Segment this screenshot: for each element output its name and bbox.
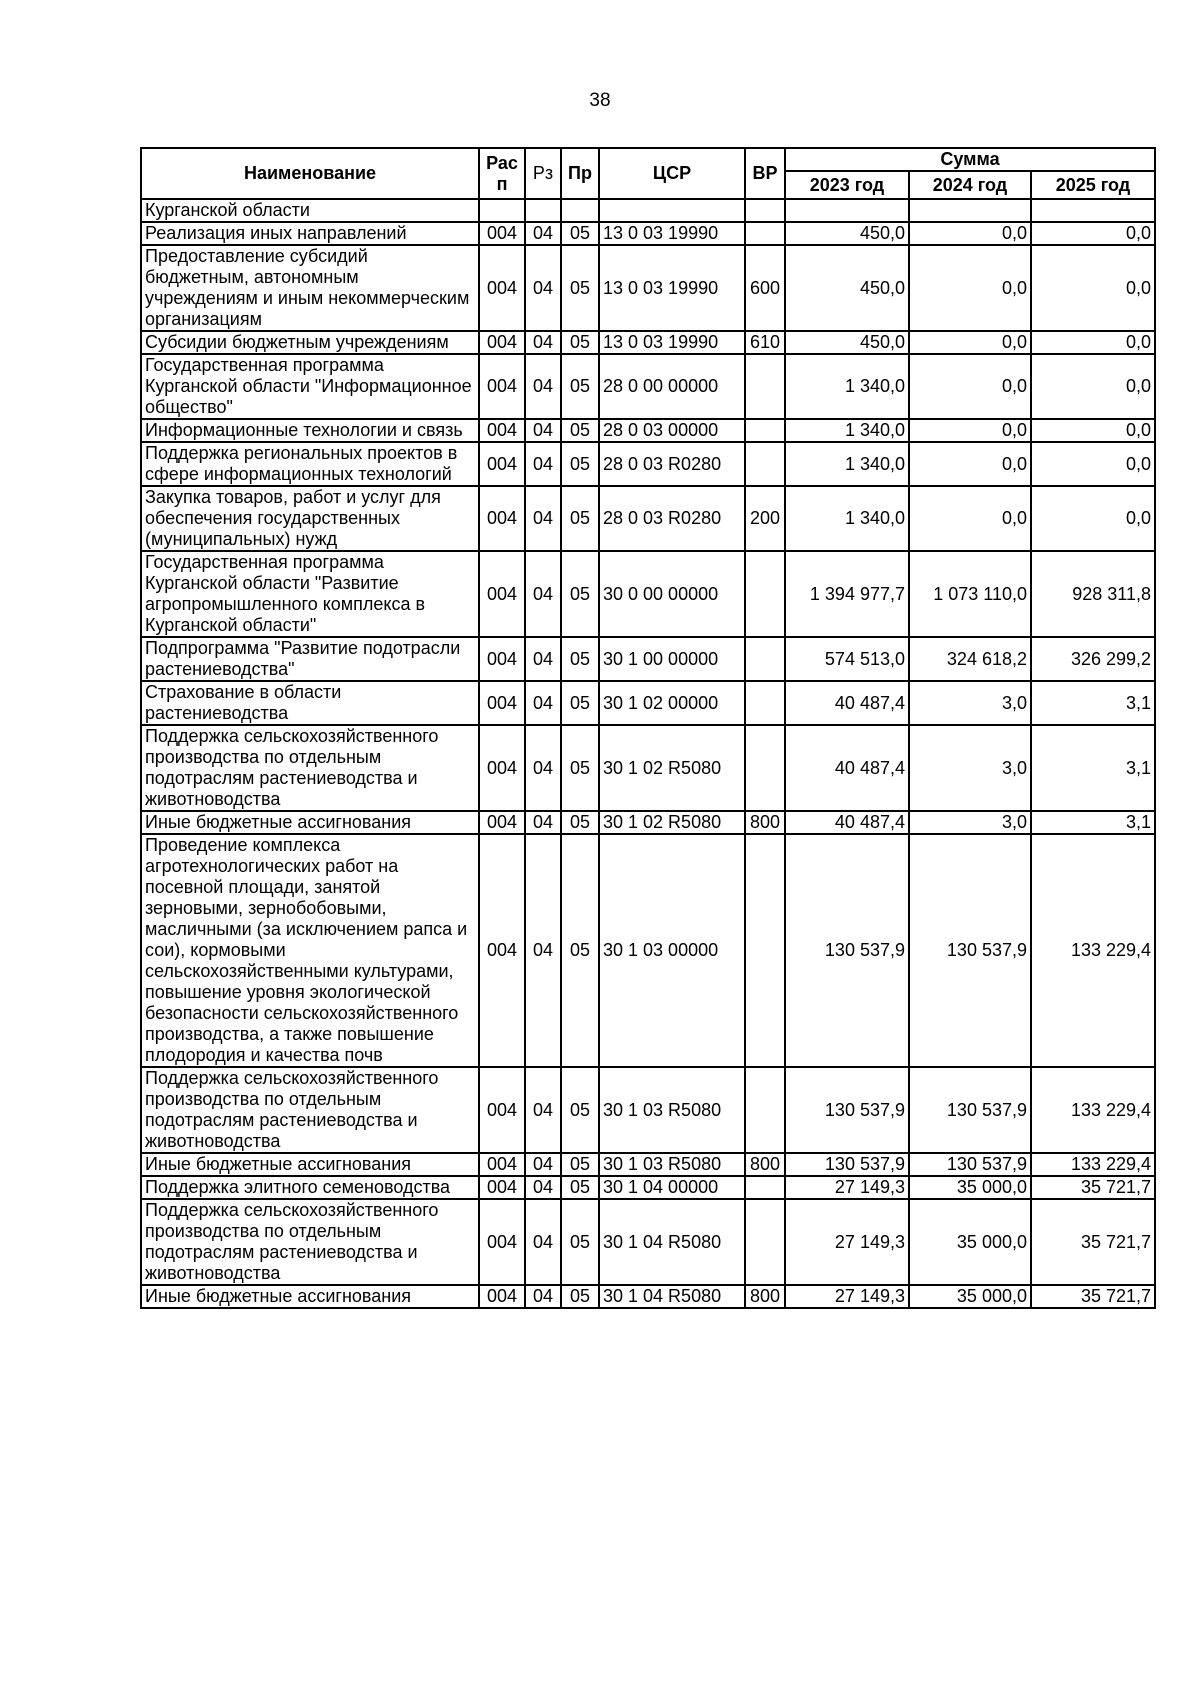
cell-vr — [745, 354, 785, 419]
cell-vr: 610 — [745, 331, 785, 354]
table-row — [141, 1285, 1155, 1308]
cell-csr: 30 1 04 R5080 — [599, 1199, 745, 1285]
cell-rasp: 004 — [479, 551, 525, 637]
header-vr: ВР — [745, 148, 785, 199]
cell-rasp: 004 — [479, 245, 525, 331]
cell-vr — [745, 442, 785, 486]
cell-2023: 450,0 — [785, 331, 909, 354]
cell-rz: 04 — [525, 1199, 561, 1285]
table-row — [141, 1067, 1155, 1153]
cell-2024 — [909, 199, 1031, 222]
cell-2024: 0,0 — [909, 442, 1031, 486]
table-row — [141, 486, 1155, 551]
cell-name: Государственная программа Курганской области "Развитие агропромышленного комплекса в Курганской области" — [141, 551, 479, 637]
cell-rasp: 004 — [479, 486, 525, 551]
cell-2023: 1 340,0 — [785, 354, 909, 419]
cell-2024: 35 000,0 — [909, 1199, 1031, 1285]
header-2025: 2025 год — [1031, 171, 1155, 199]
table-row — [141, 442, 1155, 486]
cell-rz: 04 — [525, 354, 561, 419]
cell-rz: 04 — [525, 442, 561, 486]
cell-2025: 133 229,4 — [1031, 834, 1155, 1067]
cell-rz — [525, 199, 561, 222]
cell-rz: 04 — [525, 1285, 561, 1308]
table-row — [141, 354, 1155, 419]
table-row — [141, 811, 1155, 834]
cell-csr: 13 0 03 19990 — [599, 222, 745, 245]
table-row — [141, 725, 1155, 811]
header-rz: Рз — [525, 148, 561, 199]
cell-name: Поддержка сельскохозяйственного производства по отдельным подотраслям растениеводства и животноводства — [141, 725, 479, 811]
header-pr: Пр — [561, 148, 599, 199]
table-row — [141, 1176, 1155, 1199]
page-number: 38 — [589, 90, 611, 111]
cell-2024: 0,0 — [909, 354, 1031, 419]
cell-name: Страхование в области растениеводства — [141, 681, 479, 725]
cell-name: Поддержка элитного семеноводства — [141, 1176, 479, 1199]
table-row — [141, 222, 1155, 245]
budget-table — [140, 147, 1156, 1309]
cell-csr: 28 0 03 00000 — [599, 419, 745, 442]
cell-2024: 130 537,9 — [909, 1153, 1031, 1176]
table-row — [141, 245, 1155, 331]
cell-rasp: 004 — [479, 811, 525, 834]
table-row — [141, 1153, 1155, 1176]
cell-csr: 30 1 00 00000 — [599, 637, 745, 681]
cell-rz: 04 — [525, 486, 561, 551]
table-row — [141, 551, 1155, 637]
cell-pr: 05 — [561, 725, 599, 811]
cell-2023: 40 487,4 — [785, 725, 909, 811]
cell-rasp: 004 — [479, 725, 525, 811]
cell-2025: 326 299,2 — [1031, 637, 1155, 681]
cell-vr — [745, 681, 785, 725]
table-header — [141, 148, 1155, 199]
cell-pr: 05 — [561, 486, 599, 551]
cell-pr: 05 — [561, 419, 599, 442]
cell-2025: 3,1 — [1031, 681, 1155, 725]
cell-2024: 35 000,0 — [909, 1176, 1031, 1199]
cell-pr: 05 — [561, 1153, 599, 1176]
cell-2025: 0,0 — [1031, 442, 1155, 486]
cell-rz: 04 — [525, 1176, 561, 1199]
cell-2025: 3,1 — [1031, 725, 1155, 811]
table-row — [141, 834, 1155, 1067]
cell-csr: 30 1 04 R5080 — [599, 1285, 745, 1308]
cell-name: Проведение комплекса агротехнологических работ на посевной площади, занятой зерновыми, зернобобовыми, масличными (за исключением рапса и сои), кормовыми сельскохозяйственными культурами, повышение уровня экологической безопасности сельскохозяйственного производства, а также повышение плодородия и качества почв — [141, 834, 479, 1067]
cell-2025: 3,1 — [1031, 811, 1155, 834]
cell-2025: 0,0 — [1031, 331, 1155, 354]
header-rasp: Рас п — [479, 148, 525, 199]
cell-rasp: 004 — [479, 331, 525, 354]
cell-csr: 28 0 03 R0280 — [599, 486, 745, 551]
cell-2023: 27 149,3 — [785, 1285, 909, 1308]
cell-rasp: 004 — [479, 1153, 525, 1176]
cell-name: Информационные технологии и связь — [141, 419, 479, 442]
cell-2024: 3,0 — [909, 725, 1031, 811]
cell-csr: 13 0 03 19990 — [599, 245, 745, 331]
cell-rasp: 004 — [479, 681, 525, 725]
cell-2023: 574 513,0 — [785, 637, 909, 681]
cell-2024: 1 073 110,0 — [909, 551, 1031, 637]
cell-2023: 40 487,4 — [785, 681, 909, 725]
cell-name: Субсидии бюджетным учреждениям — [141, 331, 479, 354]
cell-vr — [745, 419, 785, 442]
cell-2025: 0,0 — [1031, 419, 1155, 442]
cell-vr: 800 — [745, 1285, 785, 1308]
cell-csr: 30 1 02 R5080 — [599, 811, 745, 834]
cell-2024: 324 618,2 — [909, 637, 1031, 681]
cell-name: Закупка товаров, работ и услуг для обеспечения государственных (муниципальных) нужд — [141, 486, 479, 551]
cell-rz: 04 — [525, 245, 561, 331]
cell-name: Поддержка региональных проектов в сфере информационных технологий — [141, 442, 479, 486]
cell-2023: 40 487,4 — [785, 811, 909, 834]
cell-2024: 0,0 — [909, 419, 1031, 442]
cell-csr: 30 1 03 00000 — [599, 834, 745, 1067]
cell-pr: 05 — [561, 1176, 599, 1199]
cell-pr: 05 — [561, 811, 599, 834]
cell-name: Реализация иных направлений — [141, 222, 479, 245]
table-row — [141, 199, 1155, 222]
cell-rasp: 004 — [479, 354, 525, 419]
cell-rasp: 004 — [479, 637, 525, 681]
cell-vr: 600 — [745, 245, 785, 331]
cell-rz: 04 — [525, 551, 561, 637]
cell-2025: 0,0 — [1031, 354, 1155, 419]
table-row — [141, 419, 1155, 442]
cell-2023: 27 149,3 — [785, 1176, 909, 1199]
cell-2025: 35 721,7 — [1031, 1285, 1155, 1308]
table-body — [141, 199, 1155, 1308]
cell-2023: 130 537,9 — [785, 1067, 909, 1153]
cell-rasp: 004 — [479, 419, 525, 442]
cell-2025 — [1031, 199, 1155, 222]
cell-vr — [745, 199, 785, 222]
cell-rz: 04 — [525, 331, 561, 354]
cell-rz: 04 — [525, 811, 561, 834]
cell-vr — [745, 1199, 785, 1285]
cell-name: Иные бюджетные ассигнования — [141, 1285, 479, 1308]
cell-csr: 30 0 00 00000 — [599, 551, 745, 637]
cell-2023: 130 537,9 — [785, 1153, 909, 1176]
header-2024: 2024 год — [909, 171, 1031, 199]
cell-2023: 1 340,0 — [785, 486, 909, 551]
cell-2025: 0,0 — [1031, 245, 1155, 331]
cell-rasp: 004 — [479, 1176, 525, 1199]
table-row — [141, 681, 1155, 725]
cell-rz: 04 — [525, 222, 561, 245]
cell-csr: 13 0 03 19990 — [599, 331, 745, 354]
cell-pr: 05 — [561, 551, 599, 637]
cell-csr: 30 1 02 00000 — [599, 681, 745, 725]
cell-csr: 28 0 00 00000 — [599, 354, 745, 419]
cell-csr: 30 1 03 R5080 — [599, 1153, 745, 1176]
cell-2025: 35 721,7 — [1031, 1176, 1155, 1199]
cell-pr: 05 — [561, 1199, 599, 1285]
cell-name: Иные бюджетные ассигнования — [141, 1153, 479, 1176]
cell-pr — [561, 199, 599, 222]
header-row-1 — [141, 148, 1155, 171]
cell-pr: 05 — [561, 222, 599, 245]
cell-pr: 05 — [561, 245, 599, 331]
cell-2024: 3,0 — [909, 811, 1031, 834]
cell-rz: 04 — [525, 1067, 561, 1153]
cell-csr — [599, 199, 745, 222]
cell-rasp: 004 — [479, 1199, 525, 1285]
cell-vr — [745, 1176, 785, 1199]
cell-rasp: 004 — [479, 222, 525, 245]
cell-rasp: 004 — [479, 1285, 525, 1308]
cell-rasp: 004 — [479, 442, 525, 486]
cell-name: Государственная программа Курганской области "Информационное общество" — [141, 354, 479, 419]
cell-vr: 200 — [745, 486, 785, 551]
cell-2023: 1 340,0 — [785, 442, 909, 486]
cell-2024: 130 537,9 — [909, 1067, 1031, 1153]
cell-rasp: 004 — [479, 1067, 525, 1153]
cell-2025: 35 721,7 — [1031, 1199, 1155, 1285]
cell-2025: 0,0 — [1031, 222, 1155, 245]
cell-2023: 1 340,0 — [785, 419, 909, 442]
cell-pr: 05 — [561, 331, 599, 354]
cell-rasp: 004 — [479, 834, 525, 1067]
cell-2024: 0,0 — [909, 331, 1031, 354]
cell-rz: 04 — [525, 419, 561, 442]
cell-vr — [745, 637, 785, 681]
cell-2025: 0,0 — [1031, 486, 1155, 551]
header-sum: Сумма — [785, 148, 1155, 171]
cell-2024: 0,0 — [909, 486, 1031, 551]
table-row — [141, 331, 1155, 354]
cell-2023: 450,0 — [785, 245, 909, 331]
cell-rz: 04 — [525, 834, 561, 1067]
cell-vr: 800 — [745, 1153, 785, 1176]
cell-pr: 05 — [561, 834, 599, 1067]
cell-2023: 130 537,9 — [785, 834, 909, 1067]
cell-vr — [745, 222, 785, 245]
cell-pr: 05 — [561, 354, 599, 419]
cell-csr: 30 1 04 00000 — [599, 1176, 745, 1199]
cell-name: Иные бюджетные ассигнования — [141, 811, 479, 834]
cell-rz: 04 — [525, 1153, 561, 1176]
cell-name: Предоставление субсидий бюджетным, автономным учреждениям и иным некоммерческим организациям — [141, 245, 479, 331]
cell-2025: 133 229,4 — [1031, 1153, 1155, 1176]
cell-vr — [745, 551, 785, 637]
cell-2023: 27 149,3 — [785, 1199, 909, 1285]
cell-csr: 30 1 02 R5080 — [599, 725, 745, 811]
cell-2024: 3,0 — [909, 681, 1031, 725]
cell-csr: 30 1 03 R5080 — [599, 1067, 745, 1153]
cell-pr: 05 — [561, 1067, 599, 1153]
cell-2024: 0,0 — [909, 222, 1031, 245]
cell-2023: 1 394 977,7 — [785, 551, 909, 637]
cell-2024: 35 000,0 — [909, 1285, 1031, 1308]
cell-name: Поддержка сельскохозяйственного производства по отдельным подотраслям растениеводства и животноводства — [141, 1067, 479, 1153]
cell-2025: 928 311,8 — [1031, 551, 1155, 637]
cell-2023: 450,0 — [785, 222, 909, 245]
cell-rz: 04 — [525, 681, 561, 725]
cell-name: Поддержка сельскохозяйственного производства по отдельным подотраслям растениеводства и животноводства — [141, 1199, 479, 1285]
table-row — [141, 637, 1155, 681]
table-row — [141, 1199, 1155, 1285]
cell-pr: 05 — [561, 637, 599, 681]
cell-vr — [745, 725, 785, 811]
header-name: Наименование — [141, 148, 479, 199]
cell-rasp — [479, 199, 525, 222]
cell-vr: 800 — [745, 811, 785, 834]
cell-vr — [745, 1067, 785, 1153]
cell-2024: 0,0 — [909, 245, 1031, 331]
cell-name: Курганской области — [141, 199, 479, 222]
cell-csr: 28 0 03 R0280 — [599, 442, 745, 486]
cell-2025: 133 229,4 — [1031, 1067, 1155, 1153]
header-csr: ЦСР — [599, 148, 745, 199]
cell-pr: 05 — [561, 1285, 599, 1308]
cell-2023 — [785, 199, 909, 222]
cell-rz: 04 — [525, 725, 561, 811]
cell-pr: 05 — [561, 681, 599, 725]
cell-pr: 05 — [561, 442, 599, 486]
header-2023: 2023 год — [785, 171, 909, 199]
cell-2024: 130 537,9 — [909, 834, 1031, 1067]
cell-name: Подпрограмма "Развитие подотрасли растениеводства" — [141, 637, 479, 681]
cell-rz: 04 — [525, 637, 561, 681]
cell-vr — [745, 834, 785, 1067]
